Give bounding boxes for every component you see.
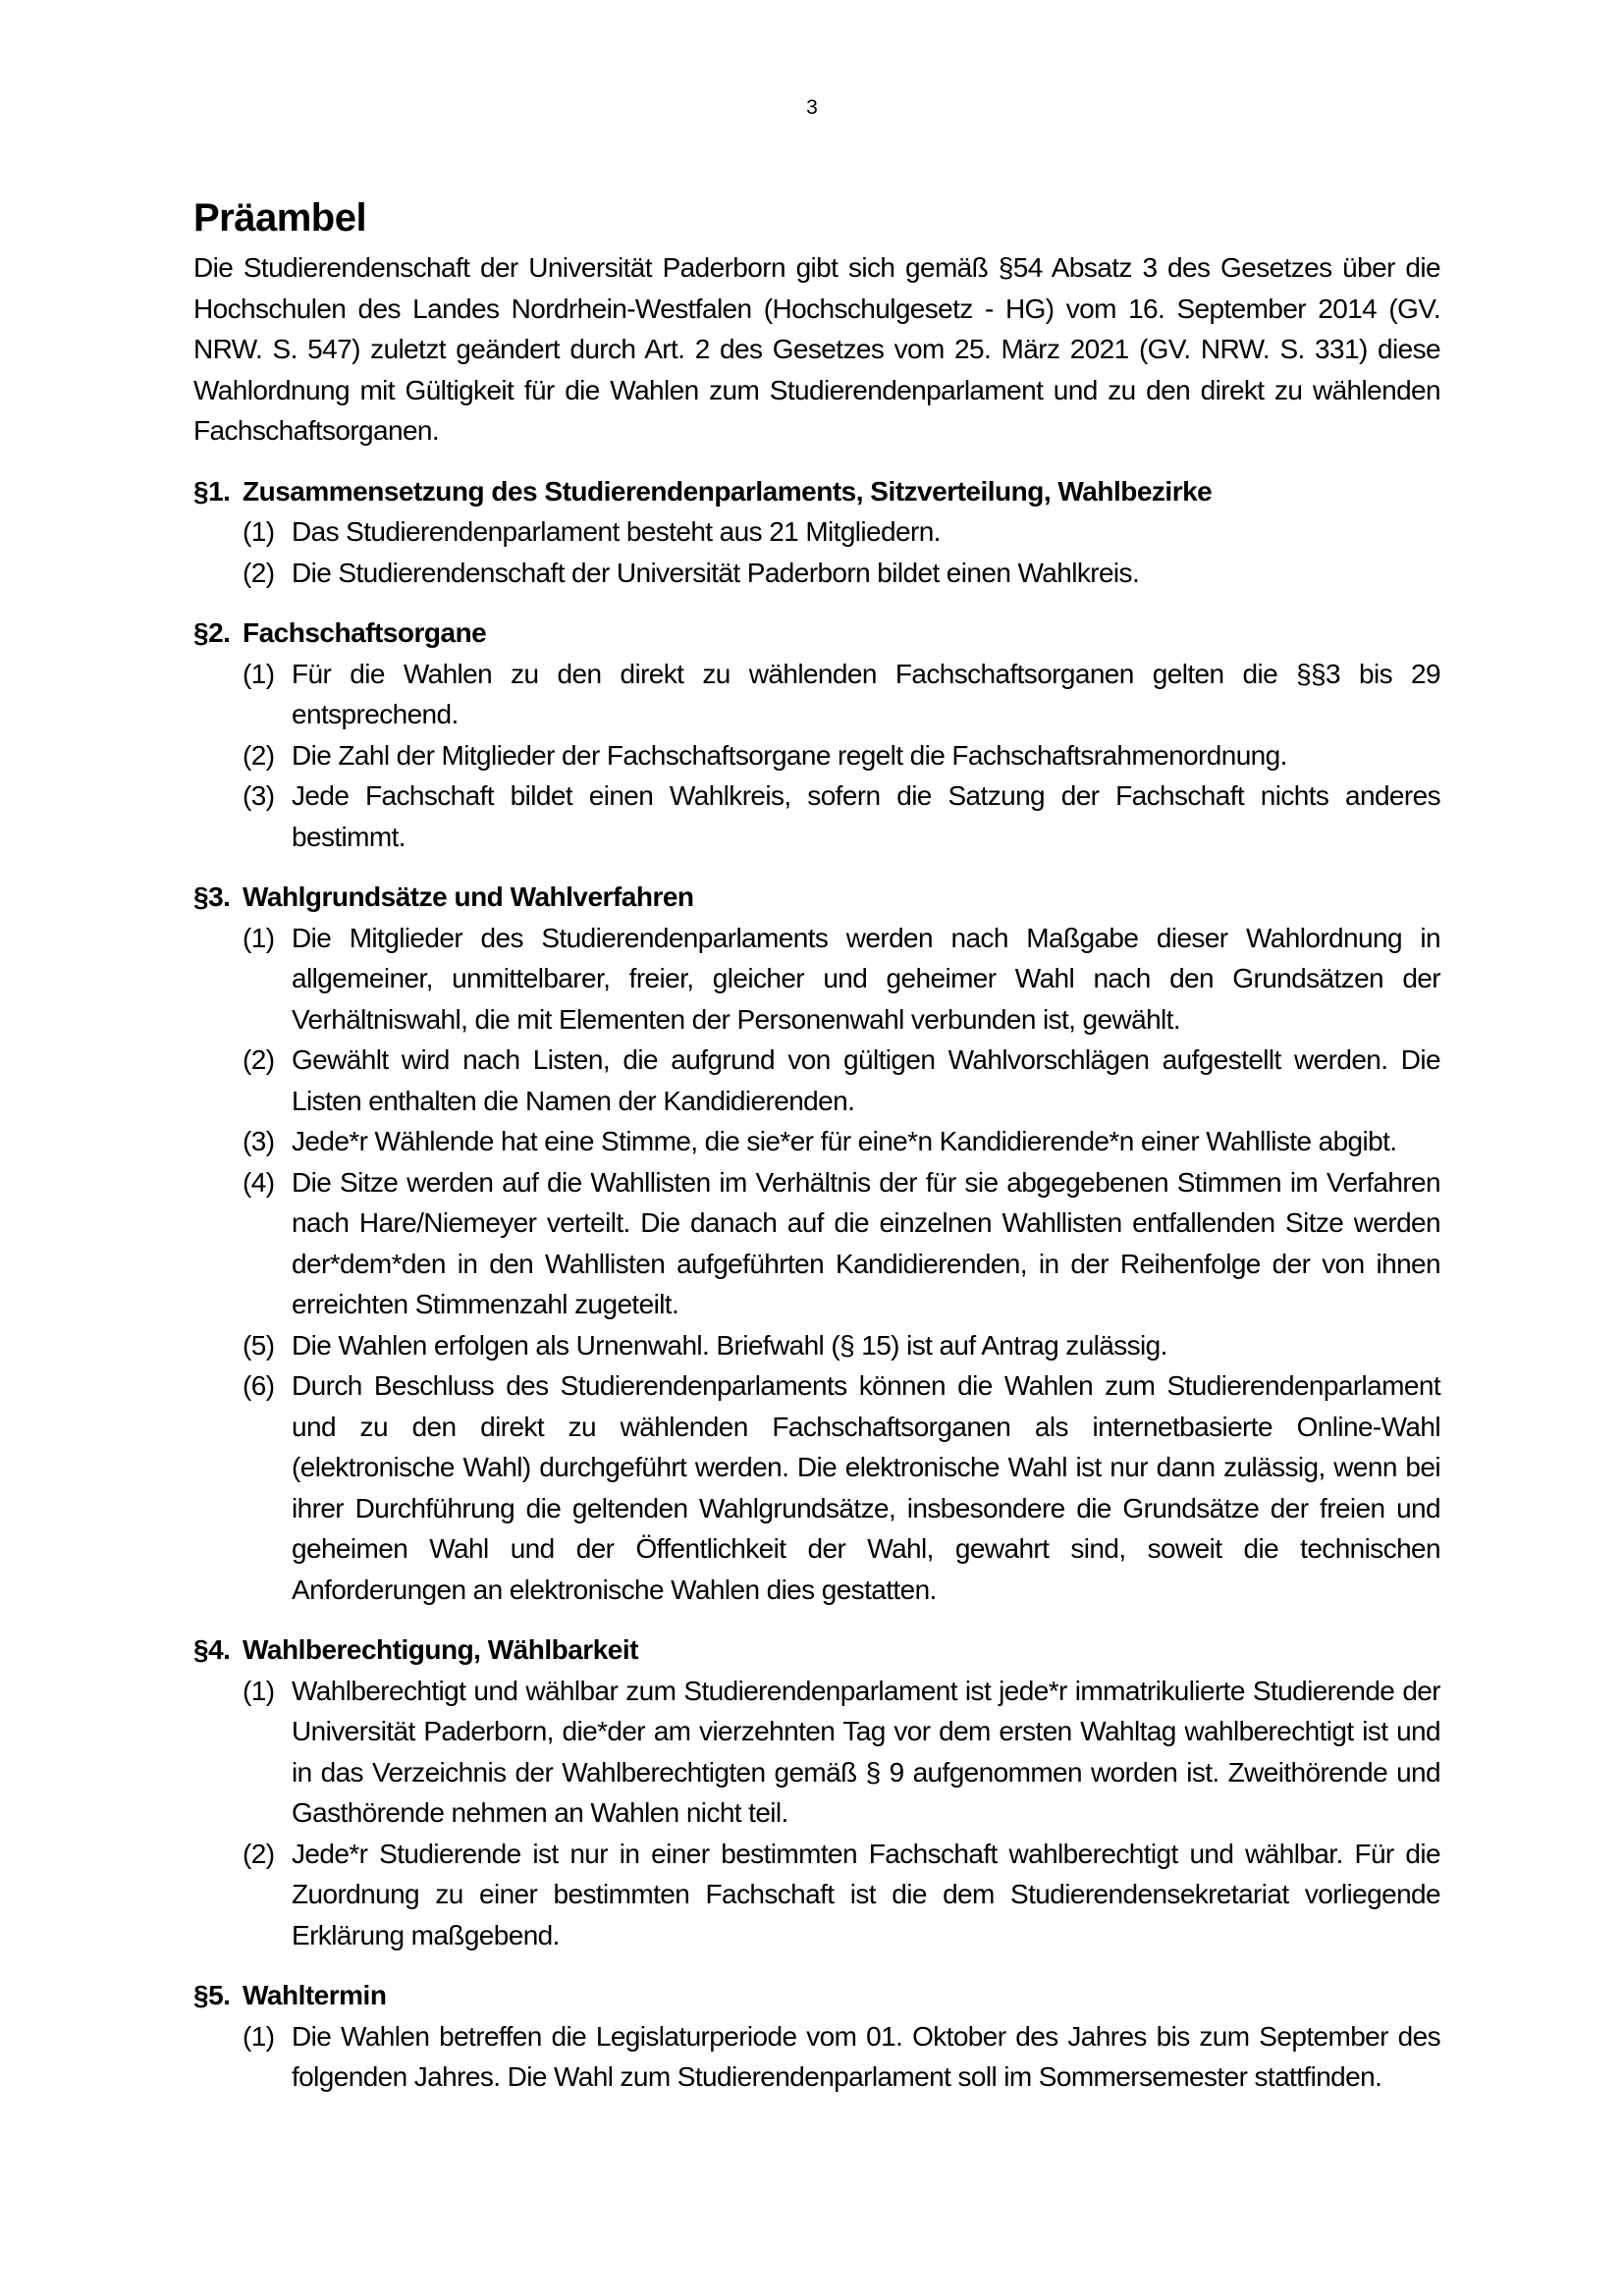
paragraph-number: (3) xyxy=(243,780,275,811)
document-body xyxy=(193,194,1440,2098)
paragraph xyxy=(193,654,1440,735)
paragraph-number: (2) xyxy=(243,739,275,771)
paragraph xyxy=(193,1162,1440,1325)
paragraph-number: (6) xyxy=(243,1370,275,1401)
paragraph-number: (1) xyxy=(243,658,275,689)
paragraph-text: Das Studierendenparlament besteht aus 21 Mitgliedern. xyxy=(292,516,941,547)
paragraph-number: (4) xyxy=(243,1166,275,1198)
section-heading xyxy=(193,1629,1440,1671)
section-heading xyxy=(193,1975,1440,2016)
paragraph-text: Die Studierendenschaft der Universität Paderborn bildet einen Wahlkreis. xyxy=(292,557,1140,588)
paragraph xyxy=(193,1121,1440,1162)
section-5 xyxy=(193,1975,1440,2098)
section-number: §5. xyxy=(193,1980,231,2010)
paragraph-number: (5) xyxy=(243,1329,275,1361)
section-4 xyxy=(193,1629,1440,1955)
paragraph-number: (2) xyxy=(243,557,275,588)
section-heading xyxy=(193,613,1440,654)
paragraph xyxy=(193,735,1440,776)
section-title: Fachschaftsorgane xyxy=(243,617,487,648)
paragraph xyxy=(193,1040,1440,1121)
section-title: Wahlgrundsätze und Wahlverfahren xyxy=(243,881,694,912)
paragraph-text: Die Zahl der Mitglieder der Fachschaftsorgane regelt die Fachschaftsrahmenordnung. xyxy=(292,739,1287,771)
paragraph xyxy=(193,1325,1440,1366)
section-3 xyxy=(193,877,1440,1610)
section-number: §4. xyxy=(193,1634,231,1665)
paragraph-number: (2) xyxy=(243,1044,275,1075)
paragraph-number: (1) xyxy=(243,2020,275,2052)
paragraph-text: Durch Beschluss des Studierendenparlaments können die Wahlen zum Studierendenparlament und zu den direkt zu wählenden Fachschaftsorganen als internetbasierte Online-Wahl (elektronische Wahl) durchgeführt werden. Die elektronische Wahl ist nur dann zulässig, wenn bei ihrer Durchführung die geltenden Wahlgrundsätze, insbesondere die Grundsätze der freien und geheimen Wahl und der Öffentlichkeit der Wahl, gewahrt sind, soweit die technischen Anforderungen an elektronische Wahlen dies gestatten. xyxy=(292,1370,1440,1605)
section-title: Zusammensetzung des Studierendenparlaments, Sitzverteilung, Wahlbezirke xyxy=(243,475,1213,507)
paragraph-text: Für die Wahlen zu den direkt zu wählenden Fachschaftsorganen gelten die §§3 bis 29 entsprechend. xyxy=(292,658,1440,729)
section-number: §1. xyxy=(193,475,231,507)
paragraph-number: (2) xyxy=(243,1838,275,1869)
paragraph xyxy=(193,553,1440,594)
paragraph-text: Jede*r Wählende hat eine Stimme, die sie*er für eine*n Kandidierende*n einer Wahlliste abgibt. xyxy=(292,1126,1397,1156)
paragraph-text: Jede*r Studierende ist nur in einer bestimmten Fachschaft wahlberechtigt und wählbar. Für die Zuordnung zu einer bestimmten Fachschaft ist die dem Studierendensekretariat vorliegende Erklärung maßgebend. xyxy=(292,1838,1440,1950)
section-title: Wahltermin xyxy=(243,1980,387,2010)
paragraph-text: Die Wahlen erfolgen als Urnenwahl. Briefwahl (§ 15) ist auf Antrag zulässig. xyxy=(292,1329,1167,1361)
paragraph-text: Die Sitze werden auf die Wahllisten im Verhältnis der für sie abgegebenen Stimmen im Verfahren nach Hare/Niemeyer verteilt. Die danach auf die einzelnen Wahllisten entfallenden Sitze werden der*dem*den in den Wahllisten aufgeführten Kandidierenden, in der Reihenfolge der von ihnen erreichten Stimmenzahl zugeteilt. xyxy=(292,1166,1440,1319)
paragraph xyxy=(193,775,1440,857)
section-heading xyxy=(193,471,1440,512)
page-number: 3 xyxy=(806,96,818,119)
paragraph-text: Wahlberechtigt und wählbar zum Studierendenparlament ist jede*r immatrikulierte Studierende der Universität Paderborn, die*der am vierzehnten Tag vor dem ersten Wahltag wahlberechtigt ist und in das Verzeichnis der Wahlberechtigten gemäß § 9 aufgenommen worden ist. Zweithörende und Gasthörende nehmen an Wahlen nicht teil. xyxy=(292,1675,1440,1828)
paragraph xyxy=(193,2016,1440,2098)
paragraph xyxy=(193,511,1440,553)
paragraph xyxy=(193,1365,1440,1610)
paragraph-text: Jede Fachschaft bildet einen Wahlkreis, sofern die Satzung der Fachschaft nichts anderes bestimmt. xyxy=(292,780,1440,852)
paragraph xyxy=(193,1834,1440,1956)
paragraph xyxy=(193,1671,1440,1834)
paragraph-number: (1) xyxy=(243,922,275,953)
paragraph-number: (3) xyxy=(243,1126,275,1156)
paragraph-number: (1) xyxy=(243,516,275,547)
paragraph xyxy=(193,918,1440,1041)
page-title: Präambel xyxy=(193,196,367,240)
paragraph-text: Die Wahlen betreffen die Legislaturperiode vom 01. Oktober des Jahres bis zum September des folgenden Jahres. Die Wahl zum Studierendenparlament soll im Sommersemester stattfinden. xyxy=(292,2020,1440,2092)
preamble-text: Die Studierendenschaft der Universität Paderborn gibt sich gemäß §54 Absatz 3 des Gesetzes über die Hochschulen des Landes Nordrhein-Westfalen (Hochschulgesetz - HG) vom 16. September 2014 (GV. NRW. S. 547) zuletzt geändert durch Art. 2 des Gesetzes vom 25. März 2021 (GV. NRW. S. 331) diese Wahlordnung mit Gültigkeit für die Wahlen zum Studierendenparlament und zu den direkt zu wählenden Fachschaftsorganen. xyxy=(193,252,1440,446)
section-2 xyxy=(193,613,1440,857)
paragraph-text: Die Mitglieder des Studierendenparlaments werden nach Maßgabe dieser Wahlordnung in allgemeiner, unmittelbarer, freier, gleicher und geheimer Wahl nach den Grundsätzen der Verhältniswahl, die mit Elementen der Personenwahl verbunden ist, gewählt. xyxy=(292,922,1440,1035)
section-1 xyxy=(193,471,1440,594)
paragraph-text: Gewählt wird nach Listen, die aufgrund von gültigen Wahlvorschlägen aufgestellt werden. Die Listen enthalten die Namen der Kandidierenden. xyxy=(292,1044,1440,1116)
section-title: Wahlberechtigung, Wählbarkeit xyxy=(243,1634,638,1665)
paragraph-number: (1) xyxy=(243,1675,275,1706)
section-number: §3. xyxy=(193,881,231,912)
section-number: §2. xyxy=(193,617,231,648)
section-heading xyxy=(193,877,1440,918)
